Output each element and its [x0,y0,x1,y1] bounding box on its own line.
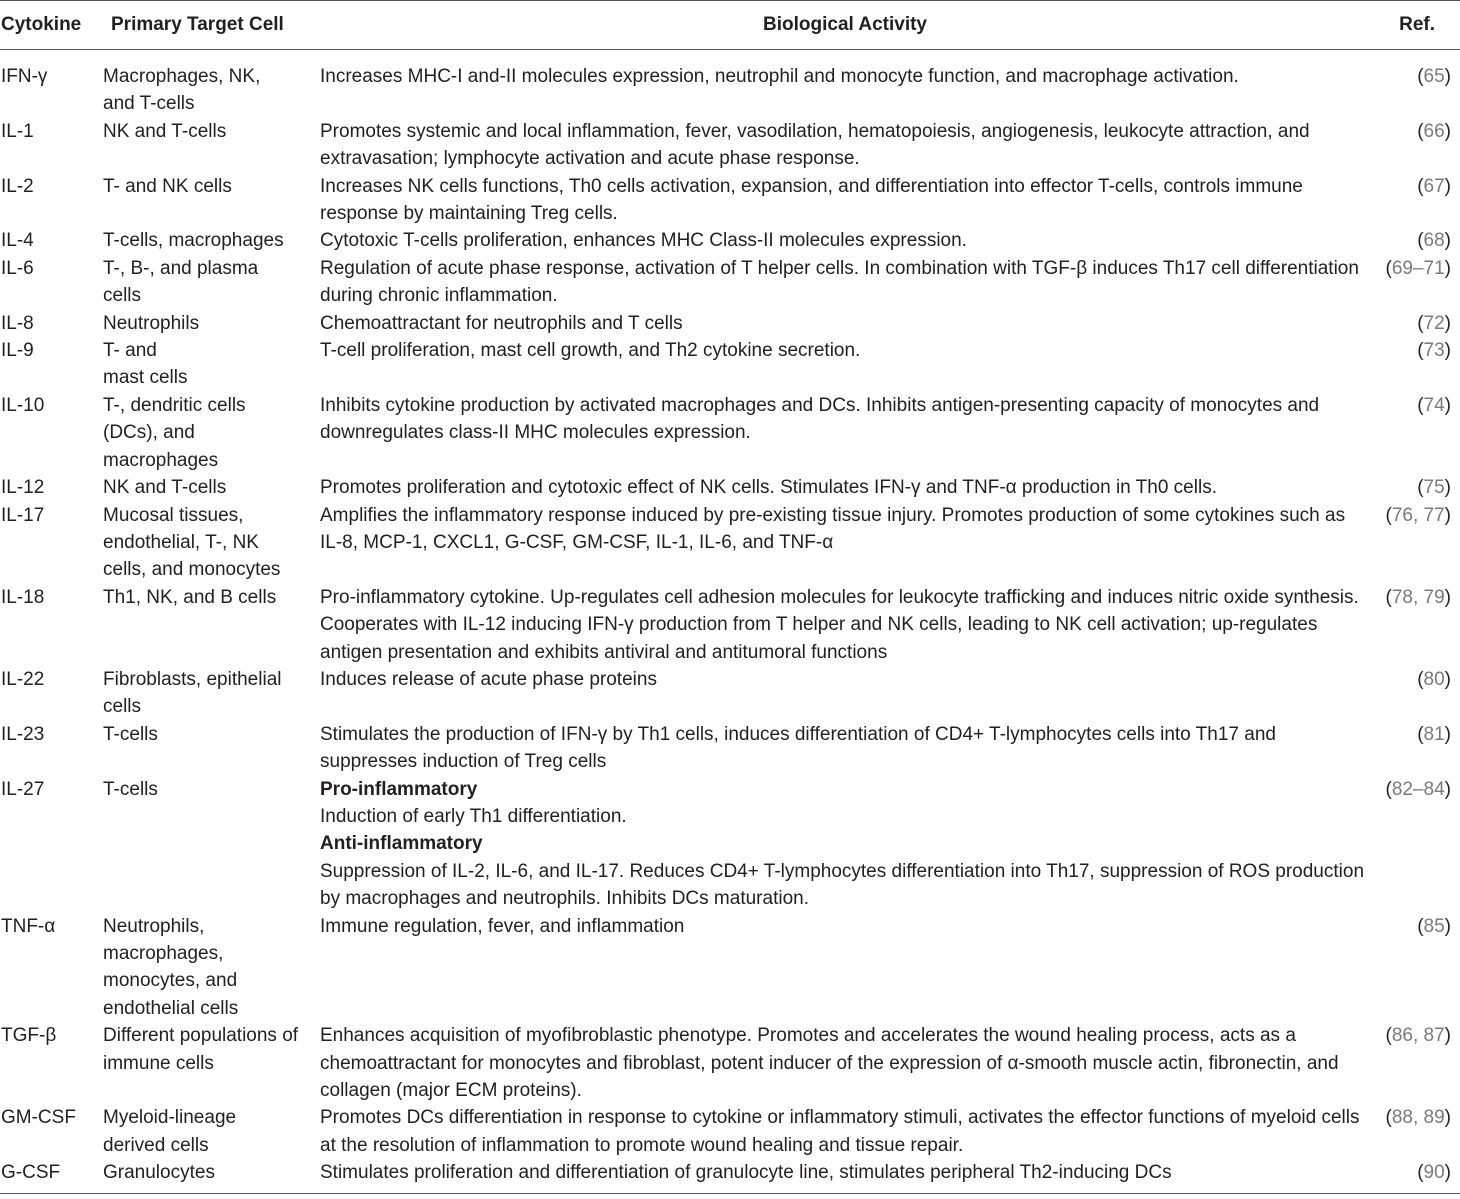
target-cell: NK and T-cells [103,477,227,499]
cytokine-cell: IL-23 [1,723,45,745]
table-body [0,50,1460,1194]
table-row [0,310,1460,337]
activity-cell: Promotes systemic and local inflammation, fever, vasodilation, hematopoiesis, angiogenesis, leukocyte attraction, and extravasation; lymphocyte activation and acute phase response. [320,120,1310,170]
ref-cell: (86, 87) [1385,1025,1451,1047]
ref-link[interactable]: 69–71 [1391,257,1445,279]
table-row [0,776,1460,913]
target-cell: Granulocytes [102,1159,320,1193]
ref-cell: (72) [1417,312,1451,334]
table-row [0,913,1460,1023]
target-cell: Th1, NK, and B cells [103,586,277,608]
ref-cell: (69–71) [1385,257,1451,279]
cytokine-cell: IL-6 [1,257,34,279]
table-row [0,392,1460,474]
ref-link[interactable]: 82–84 [1391,778,1445,800]
target-cell [102,502,320,584]
header-row [0,1,1460,50]
table-row [0,118,1460,173]
target-text: Macrophages, NK, and T-cells [103,66,261,115]
table-row [0,227,1460,254]
ref-cell: (85) [1417,915,1451,937]
activity-cell: T-cell proliferation, mast cell growth, and Th2 cytokine secretion. [320,340,861,362]
cytokine-cell: G-CSF [0,1159,102,1193]
header-primary-target-cell: Primary Target Cell [102,1,320,50]
cytokine-cell: IFN-γ [1,66,48,87]
cytokine-cell: TNF-α [1,915,56,937]
cytokine-cell: TGF-β [1,1025,57,1047]
ref-cell: (80) [1417,668,1451,690]
ref-link[interactable]: 90 [1423,1162,1445,1184]
cytokine-cell: IL-18 [1,586,45,608]
activity-cell: Inhibits cytokine production by activated macrophages and DCs. Inhibits antigen-presenting capacity of monocytes and downregulates class-II MHC molecules expression. [320,394,1320,444]
header-cytokine: Cytokine [0,1,102,50]
ref-link[interactable]: 67 [1423,175,1445,197]
activity-cell: Stimulates proliferation and differentiation of granulocyte line, stimulates peripheral Th2-inducing DCs [320,1159,1370,1193]
cytokine-cell: IL-9 [1,340,34,362]
activity-cell [320,776,1370,913]
ref-cell: (74) [1417,394,1451,416]
ref-cell: (78, 79) [1385,586,1451,608]
header-ref: Ref. [1370,1,1460,50]
target-cell [102,255,320,310]
activity-cell: Amplifies the inflammatory response induced by pre-existing tissue injury. Promotes production of some cytokines such as IL-8, MCP-1, CXCL1, G-CSF, GM-CSF, IL-1, IL-6, and TNF-α [320,504,1346,553]
target-text: Myeloid-lineage derived cells [103,1107,237,1156]
ref-cell: (67) [1417,175,1451,197]
activity-cell: Increases NK cells functions, Th0 cells activation, expansion, and differentiation into effector T-cells, controls immune response by maintaining Treg cells. [320,175,1303,225]
activity-cell: Cytotoxic T-cells proliferation, enhances MHC Class-II molecules expression. [320,230,967,252]
ref-cell: (76, 77) [1385,504,1451,526]
ref-link[interactable]: 86, 87 [1391,1025,1445,1047]
activity-cell: Pro-inflammatory cytokine. Up-regulates cell adhesion molecules for leukocyte trafficking and induces nitric oxide synthesis. Cooperates with IL-12 inducing IFN-γ production from T helper and NK cells, leading to NK cell activation; up-regulates antigen presentation and exhibits antiviral and antitumoral functions [320,586,1359,663]
table-row [0,666,1460,721]
target-cell [102,913,320,1023]
target-text: Neutrophils, macrophages, monocytes, and endothelial cells [103,915,239,1019]
target-cell: T- and mast cells [103,340,188,389]
target-cell [102,666,320,721]
ref-link[interactable]: 73 [1423,340,1445,362]
target-cell: T-cells, macrophages [103,230,284,252]
table-row [0,173,1460,228]
ref-link[interactable]: 68 [1423,230,1445,252]
target-text: Fibroblasts, epithelial cells [103,668,282,718]
table-row [0,584,1460,666]
cytokine-cell: IL-2 [1,175,34,197]
cytokine-cell: IL-4 [1,230,34,252]
ref-cell: (90) [1370,1159,1460,1193]
cytokine-cell: IL-22 [1,668,45,690]
ref-cell: (81) [1417,723,1451,745]
table-row [0,1022,1460,1104]
ref-cell: (66) [1417,120,1451,142]
target-cell [102,50,320,118]
activity-cell: Chemoattractant for neutrophils and T cells [320,312,683,334]
cytokine-cell: IL-12 [1,477,45,499]
ref-link[interactable]: 65 [1423,66,1445,87]
target-cell: T-cells [103,723,158,745]
target-text: Mucosal tissues, endothelial, T-, NK cells, and monocytes [103,504,281,581]
cytokine-cell: IL-10 [1,394,45,416]
pro-inflammatory-text: Induction of early Th1 differentiation. [320,805,627,827]
ref-cell: (73) [1417,340,1451,362]
target-cell: Different populations of immune cells [103,1025,299,1074]
ref-link[interactable]: 75 [1423,477,1445,499]
table-row [0,50,1460,118]
ref-cell: (82–84) [1385,778,1451,800]
table-row [0,1159,1460,1193]
table-row [0,474,1460,501]
ref-link[interactable]: 78, 79 [1391,586,1445,608]
target-text: T-, B-, and plasma cells [103,257,259,307]
ref-cell: (68) [1417,230,1451,252]
table-header [0,1,1460,50]
ref-cell: (88, 89) [1385,1107,1451,1129]
cytokine-cell: IL-1 [1,120,34,142]
table-row [0,255,1460,310]
anti-inflammatory-heading: Anti-inflammatory [320,833,483,855]
ref-link[interactable]: 74 [1423,394,1445,416]
target-cell [102,392,320,474]
ref-cell: (75) [1417,477,1451,499]
pro-inflammatory-heading: Pro-inflammatory [320,778,478,800]
table-row [0,502,1460,584]
activity-cell: Induces release of acute phase proteins [320,668,657,690]
activity-cell: Immune regulation, fever, and inflammation [320,915,685,937]
table-row [0,1104,1460,1159]
activity-cell: Increases MHC-I and-II molecules expression, neutrophil and monocyte function, and macrophage activation. [320,66,1239,87]
activity-cell: Regulation of acute phase response, activation of T helper cells. In combination with TGF-β induces Th17 cell differentiation during chronic inflammation. [320,257,1359,307]
ref-link[interactable]: 85 [1423,915,1445,937]
ref-link[interactable]: 80 [1423,668,1445,690]
target-cell: T-cells [103,778,158,800]
activity-cell: Promotes proliferation and cytotoxic effect of NK cells. Stimulates IFN-γ and TNF-α production in Th0 cells. [320,477,1217,499]
header-biological-activity: Biological Activity [320,1,1370,50]
ref-link[interactable]: 76, 77 [1391,504,1445,526]
cytokine-cell: IL-8 [1,312,34,334]
target-cell [102,1104,320,1159]
cytokine-cell: IL-27 [1,778,45,800]
activity-cell: Stimulates the production of IFN-γ by Th1 cells, induces differentiation of CD4+ T-lymphocytes cells into Th17 and suppresses induction of Treg cells [320,723,1276,773]
target-text: T-, dendritic cells (DCs), and macrophages [103,394,246,471]
target-cell: Neutrophils [103,312,200,334]
anti-inflammatory-text: Suppression of IL-2, IL-6, and IL-17. Reduces CD4+ T-lymphocytes differentiation into Th17, suppression of ROS production by macrophages and neutrophils. Inhibits DCs maturation. [320,860,1365,910]
ref-link[interactable]: 66 [1423,120,1445,142]
cytokine-cell: IL-17 [1,504,45,526]
cytokine-cell: GM-CSF [1,1107,76,1129]
ref-link[interactable]: 88, 89 [1391,1107,1445,1129]
target-cell: T- and NK cells [103,175,232,197]
ref-link[interactable]: 81 [1423,723,1445,745]
target-cell: NK and T-cells [103,120,227,142]
table-row [0,721,1460,776]
ref-link[interactable]: 72 [1423,312,1445,334]
ref-cell: (65) [1417,66,1451,87]
table-row [0,337,1460,392]
activity-cell: Promotes DCs differentiation in response to cytokine or inflammatory stimuli, activates the effector functions of myeloid cells at the resolution of inflammation to promote wound healing and tissue repair. [320,1107,1360,1156]
activity-cell: Enhances acquisition of myofibroblastic phenotype. Promotes and accelerates the wound healing process, acts as a chemoattractant for monocytes and fibroblast, potent inducer of the expression of α-smooth muscle actin, fibronectin, and collagen (major ECM proteins). [320,1025,1339,1102]
